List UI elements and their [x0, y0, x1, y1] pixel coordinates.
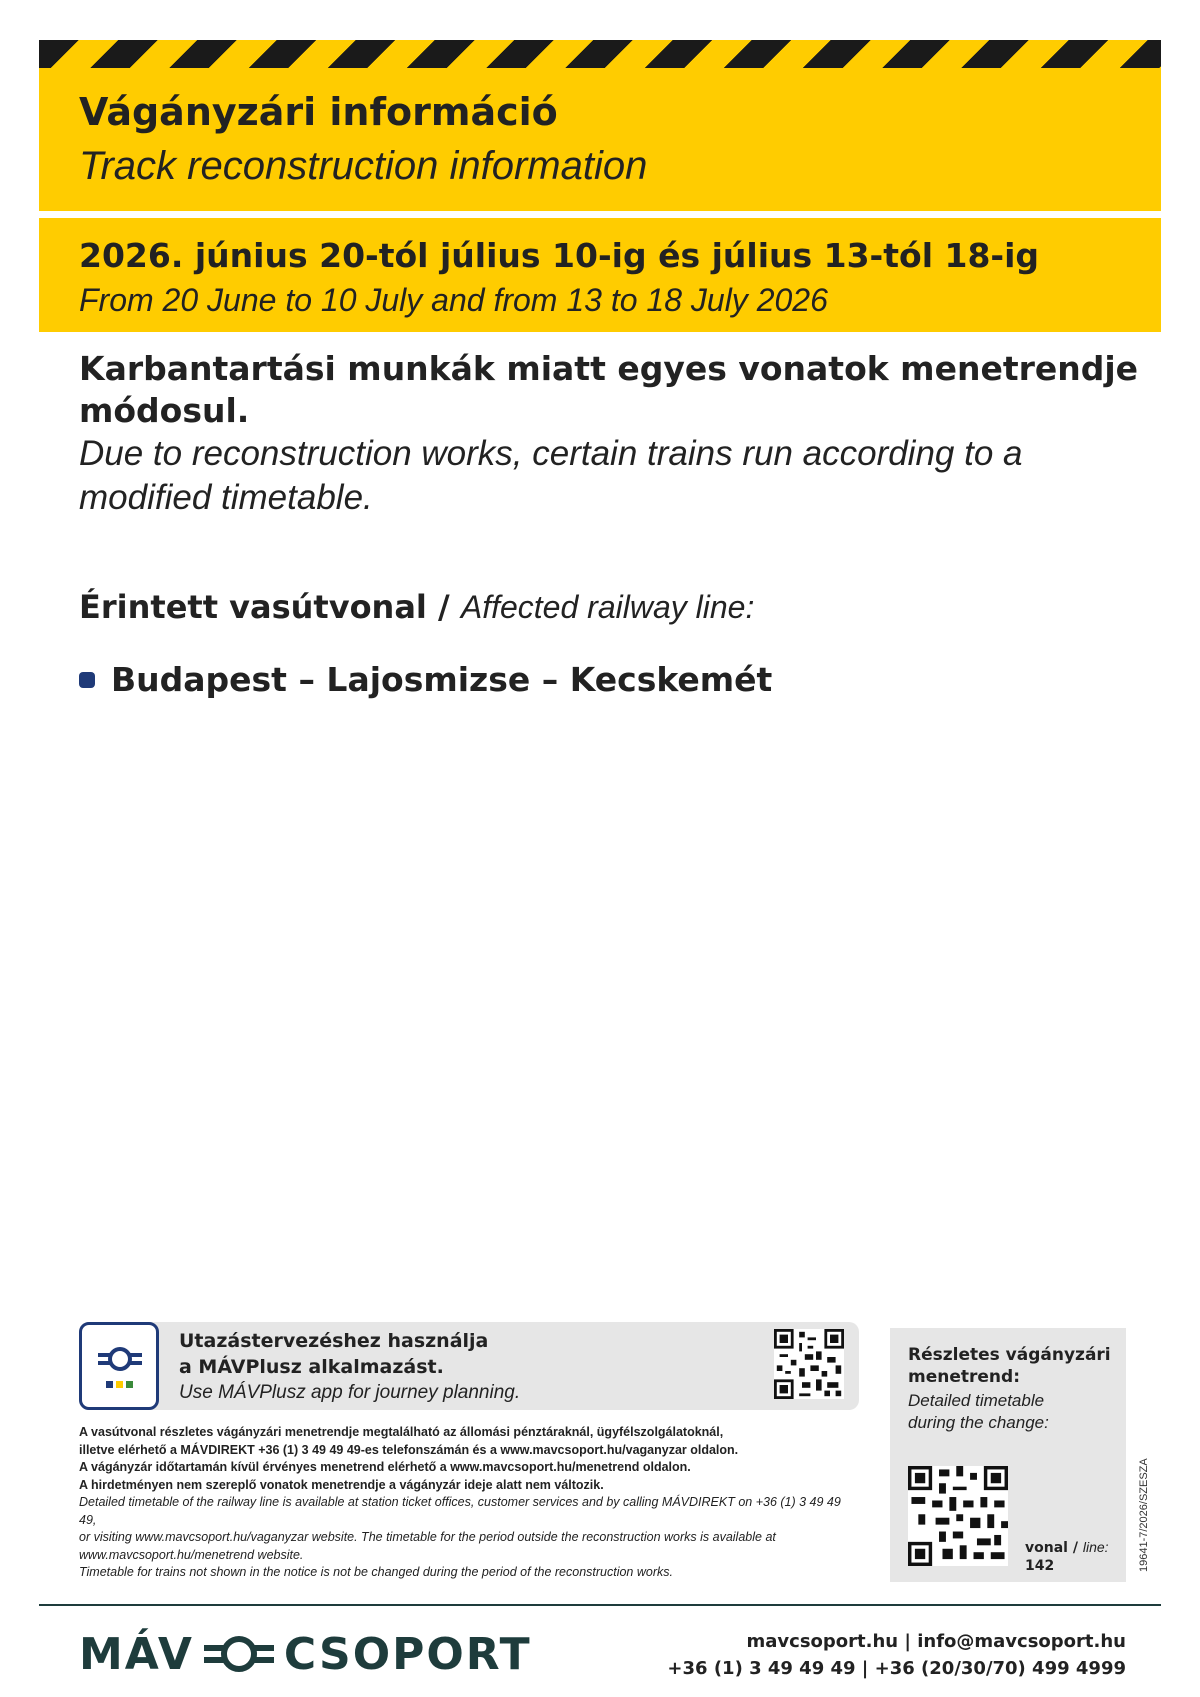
line-number-label: [1025, 1538, 1109, 1575]
app-promo-english: Use MÁVPlusz app for journey planning.: [179, 1382, 521, 1403]
dates-band: [39, 218, 1161, 332]
note-hu-4: A hirdetményen nem szereplő vonatok menetrendje a vágányzár ideje alatt nem változik.: [79, 1477, 604, 1492]
affected-line-heading: [79, 588, 754, 626]
note-en-3: www.mavcsoport.hu/menetrend website.: [79, 1547, 304, 1562]
app-promo-text: [179, 1328, 520, 1406]
timetable-title-line1: Részletes vágányzári: [908, 1345, 1111, 1365]
logo-text-left: MÁV: [79, 1628, 194, 1680]
note-hu-2: illetve elérhető a MÁVDIREKT +36 (1) 3 49 49 49-es telefonszámán és a www.mavcsoport.hu/vaganyzar oldalon.: [79, 1442, 739, 1457]
qr-code-icon[interactable]: [774, 1329, 844, 1399]
mav-wings-icon: [204, 1632, 274, 1676]
document-code: 19641-7/2026/SZESZA: [1138, 1458, 1150, 1572]
line-label-separator: /: [1067, 1540, 1083, 1556]
app-promo-line2: a MÁVPlusz alkalmazást.: [179, 1356, 444, 1378]
page-title-english: Track reconstruction information: [79, 144, 648, 188]
note-hu-1: A vasútvonal részletes vágányzári menetrendje megtalálható az állomási pénztáraknál, ügyfélszolgálatoknál,: [79, 1425, 724, 1439]
footer-contacts: [667, 1628, 1126, 1682]
affected-label-english: Affected railway line:: [460, 589, 755, 625]
contact-web-email[interactable]: mavcsoport.hu | info@mavcsoport.hu: [746, 1631, 1126, 1652]
header-band: [39, 68, 1161, 211]
notice-english: Due to reconstruction works, certain trains run according to a modified timetable.: [79, 434, 1023, 517]
timetable-subtitle-line2: during the change:: [908, 1413, 1049, 1432]
railway-line-name: Budapest – Lajosmizse – Kecskemét: [111, 660, 773, 699]
line-label-english: line:: [1082, 1539, 1109, 1555]
qr-code-icon[interactable]: [908, 1466, 1008, 1566]
note-en-1: Detailed timetable of the railway line is available at station ticket offices, customer services and by calling MÁVDIREKT on +36 (1) 3 49 49 49,: [79, 1495, 841, 1527]
fine-print: [79, 1424, 859, 1582]
timetable-box-title: [908, 1344, 1111, 1388]
footer-divider: [39, 1604, 1161, 1606]
affected-label-hungarian: Érintett vasútvonal: [79, 588, 427, 626]
note-hu-3: A vágányzár időtartamán kívül érvényes menetrend elérhető a www.mavcsoport.hu/menetrend oldalon.: [79, 1460, 691, 1474]
mav-csoport-logo: [79, 1624, 532, 1684]
note-en-2: or visiting www.mavcsoport.hu/vaganyzar website. The timetable for the period outside the reconstruction works is available at: [79, 1530, 776, 1544]
app-promo-line1: Utazástervezéshez használja: [179, 1330, 489, 1352]
timetable-box: [890, 1328, 1126, 1582]
timetable-box-subtitle: [908, 1390, 1049, 1434]
dates-hungarian: 2026. június 20-tól július 10-ig és július 13-tól 18-ig: [79, 236, 1040, 275]
line-number: 142: [1025, 1558, 1055, 1574]
list-item: [79, 660, 772, 699]
app-promo-box: [79, 1322, 859, 1410]
page-title: Vágányzári információ: [79, 90, 558, 134]
mavplusz-app-icon[interactable]: [79, 1322, 159, 1410]
dates-english: From 20 June to 10 July and from 13 to 18 July 2026: [79, 282, 828, 318]
notice-text: [79, 348, 1139, 520]
affected-separator: /: [426, 588, 461, 626]
bullet-icon: [79, 672, 95, 688]
note-en-4: Timetable for trains not shown in the notice is not be changed during the period of the reconstruction works.: [79, 1565, 673, 1579]
timetable-subtitle-line1: Detailed timetable: [908, 1391, 1045, 1410]
timetable-title-line2: menetrend:: [908, 1367, 1020, 1387]
logo-text-right: CSOPORT: [283, 1628, 532, 1680]
line-label-hungarian: vonal: [1025, 1540, 1068, 1556]
contact-phones[interactable]: +36 (1) 3 49 49 49 | +36 (20/30/70) 499 4999: [667, 1658, 1126, 1679]
notice-hungarian: Karbantartási munkák miatt egyes vonatok menetrendje módosul.: [79, 349, 1139, 430]
hazard-stripes: [39, 40, 1161, 68]
